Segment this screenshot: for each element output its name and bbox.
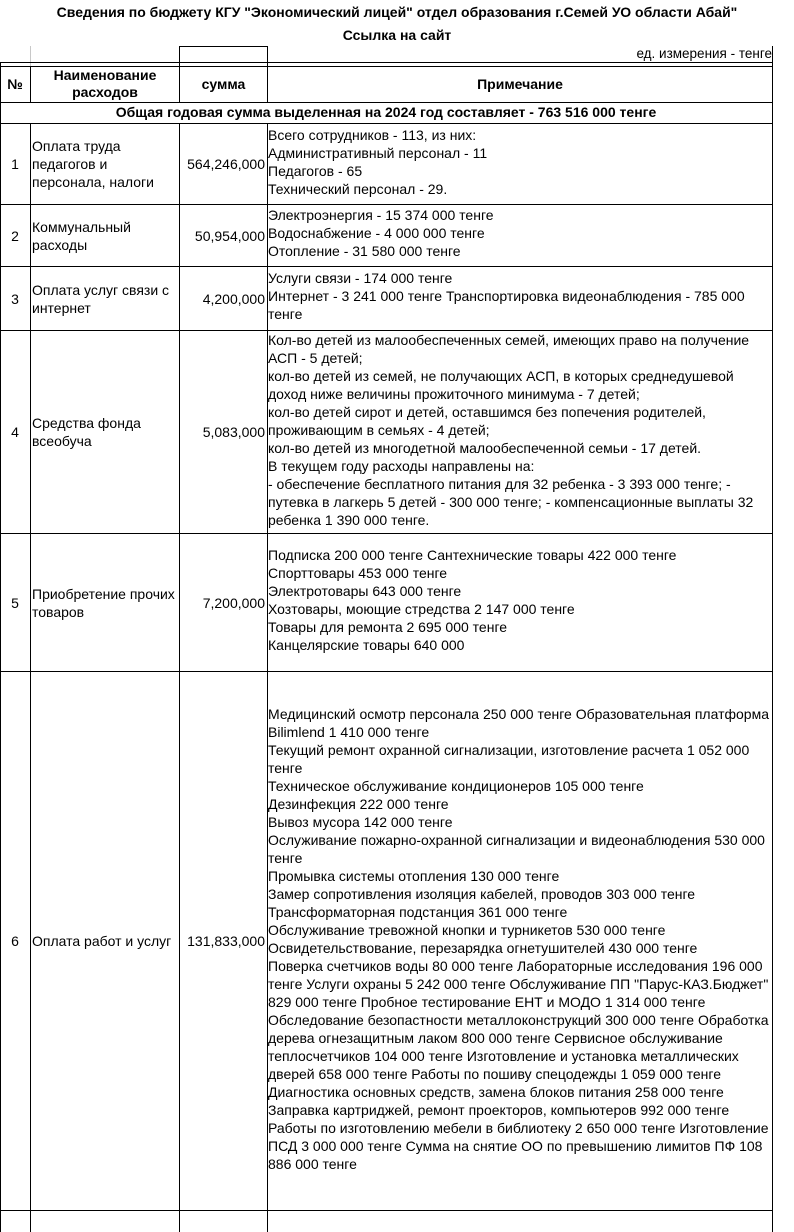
note-line: Педагогов - 65 [268, 163, 363, 179]
grid-line [179, 46, 267, 47]
row-name: Приобретение прочих товаров [32, 585, 175, 620]
header-name: Наименование расходов [53, 67, 157, 100]
note-line: Замер сопротивления изоляция кабелей, проводов 303 000 тенге [268, 886, 696, 902]
header-sum: сумма [201, 75, 246, 92]
unit-label: ед. измерения - тенге [636, 46, 772, 61]
row-name: Средства фонда всеобуча [32, 415, 141, 449]
note-line: Электротовары 643 000 тенге [268, 583, 462, 599]
note-line: Кол-во детей из малообеспеченных семей, имеющих право на получение АСП - 5 детей; [268, 332, 750, 366]
row-sum: 564,246,000 [187, 156, 265, 172]
note-line: кол-во детей из семей, не получающих АСП, в которых среднедушевой доход ниже величины прожиточного минимума - 7 детей; [268, 368, 734, 402]
grid-line [179, 46, 180, 66]
note-line: Медицинский осмотр персонала 250 000 тенге Образовательная платформа Bilimlend 1 410 000 тенге [268, 706, 769, 740]
note-line: Технический персонал - 29. [268, 181, 448, 197]
row-name: Оплата услуг связи с интернет [32, 281, 170, 316]
note-line: Услуги связи - 174 000 тенге [268, 270, 453, 286]
note-line: Обслуживание тревожной кнопки и турникетов 530 000 тенге [268, 922, 666, 938]
row-sum: 4,200,000 [202, 290, 265, 307]
page-title: Сведения по бюджету КГУ "Экономический лицей" отдел образования г.Семей УО области Абай" [56, 4, 738, 20]
total-line: Общая годовая сумма выделенная на 2024 год составляет - 763 516 000 тенге [115, 104, 657, 120]
note-line: Электроэнергия - 15 374 000 тенге [268, 207, 494, 223]
header-num: № [7, 75, 23, 92]
note-line: Административный персонал - 11 [268, 145, 488, 161]
note-line: Ослуживание пожарно-охранной сигнализации и видеонаблюдения 530 000 тенге [268, 832, 765, 866]
row-number: 3 [11, 290, 19, 307]
grid-line [772, 46, 773, 1232]
row-note [268, 705, 772, 1173]
row-number: 4 [11, 424, 19, 440]
note-line: Интернет - 3 241 000 тенге Транспортировка видеонаблюдения - 785 000 тенге [268, 288, 745, 322]
grid-line [267, 46, 268, 66]
row-sum: 50,954,000 [194, 227, 265, 244]
row-name: Коммунальный расходы [32, 218, 131, 253]
site-link[interactable]: Ссылка на сайт [342, 27, 452, 43]
note-line: Водоснабжение - 4 000 000 тенге [268, 225, 485, 241]
row-note [268, 269, 772, 323]
row-note [268, 546, 772, 654]
row-note [268, 331, 772, 529]
note-line: Подписка 200 000 тенге Сантехнические товары 422 000 тенге [268, 547, 677, 563]
grid-line [0, 62, 772, 63]
note-line: Освидетельствование, перезарядка огнетушителей 430 000 тенге [268, 940, 698, 956]
note-line: Отопление - 31 580 000 тенге [268, 243, 461, 259]
note-line: Спорттовары 453 000 тенге [268, 565, 448, 581]
note-line: Промывка системы отопления 130 000 тенге [268, 868, 560, 884]
row-number: 1 [11, 156, 19, 172]
row-name: Оплата работ и услуг [32, 933, 172, 949]
note-line: Всего сотрудников - 113, из них: [268, 127, 477, 143]
note-line: Поверка счетчиков воды 80 000 тенге Лабораторные исследования 196 000 тенге Услуги охраны 5 242 000 тенге Обслуживание ПП "Парус-КАЗ.Бюджет" 829 000 тенге Пробное тестирование ЕНТ и МОДО 1 314 000 тенге Обследование безопастности металлоконструкций 300 000 тенге Обработка дерева огнезащитным лаком 800 000 тенге Сервисное обслуживание теплосчетчиков 104 000 тенге Изготовление и установка металлических дверей 658 000 тенге Работы по пошиву спецодежды 1 059 000 тенге Диагностика основных средств, замена блоков питания 258 000 тенге Заправка картриджей, ремонт проекторов, компьютеров 992 000 тенге Работы по изготовлению мебели в библиотеку 2 650 000 тенге Изготовление ПСД 3 000 000 тенге Сумма на снятие ОО по превышению лимитов ПФ 108 886 000 тенге [268, 958, 769, 1172]
note-line: Текущий ремонт охранной сигнализации, изготовление расчета 1 052 000 тенге [268, 742, 750, 776]
note-line: Товары для ремонта 2 695 000 тенге [268, 619, 508, 635]
row-number: 5 [11, 594, 19, 611]
grid-line [0, 1210, 772, 1211]
note-line: кол-во детей сирот и детей, оставшимся без попечения родителей, проживающим в семьях - 4 детей; [268, 404, 706, 438]
note-line: кол-во детей из многодетной малообеспеченной семьи - 17 детей. [268, 440, 702, 456]
note-line: Трансформаторная подстанция 361 000 тенге [268, 904, 568, 920]
note-line: Канцелярские товары 640 000 [268, 637, 465, 653]
note-line: Хозтовары, моющие стредства 2 147 000 тенге [268, 601, 575, 617]
row-number: 2 [11, 227, 19, 244]
row-sum: 131,833,000 [187, 933, 265, 949]
note-line: Техническое обслуживание кондиционеров 105 000 тенге [268, 778, 644, 794]
note-line: - обеспечение бесплатного питания для 32 ребенка - 3 393 000 тенге; - путевка в лагкерь 5 детей - 300 000 тенге; - компенсационные выплаты 32 ребенка 1 390 000 тенге. [268, 476, 754, 528]
row-name: Оплата труда педагогов и персонала, налоги [32, 138, 154, 190]
note-line: Вывоз мусора 142 000 тенге [268, 814, 453, 830]
row-sum: 5,083,000 [202, 424, 265, 440]
note-line: Дезинфекция 222 000 тенге [268, 796, 449, 812]
row-number: 6 [11, 933, 19, 949]
grid-line [30, 46, 31, 66]
header-note: Примечание [477, 75, 563, 92]
note-line: В текущем году расходы направлены на: [268, 458, 535, 474]
row-note [268, 206, 772, 260]
row-note [268, 126, 772, 198]
row-sum: 7,200,000 [202, 594, 265, 611]
